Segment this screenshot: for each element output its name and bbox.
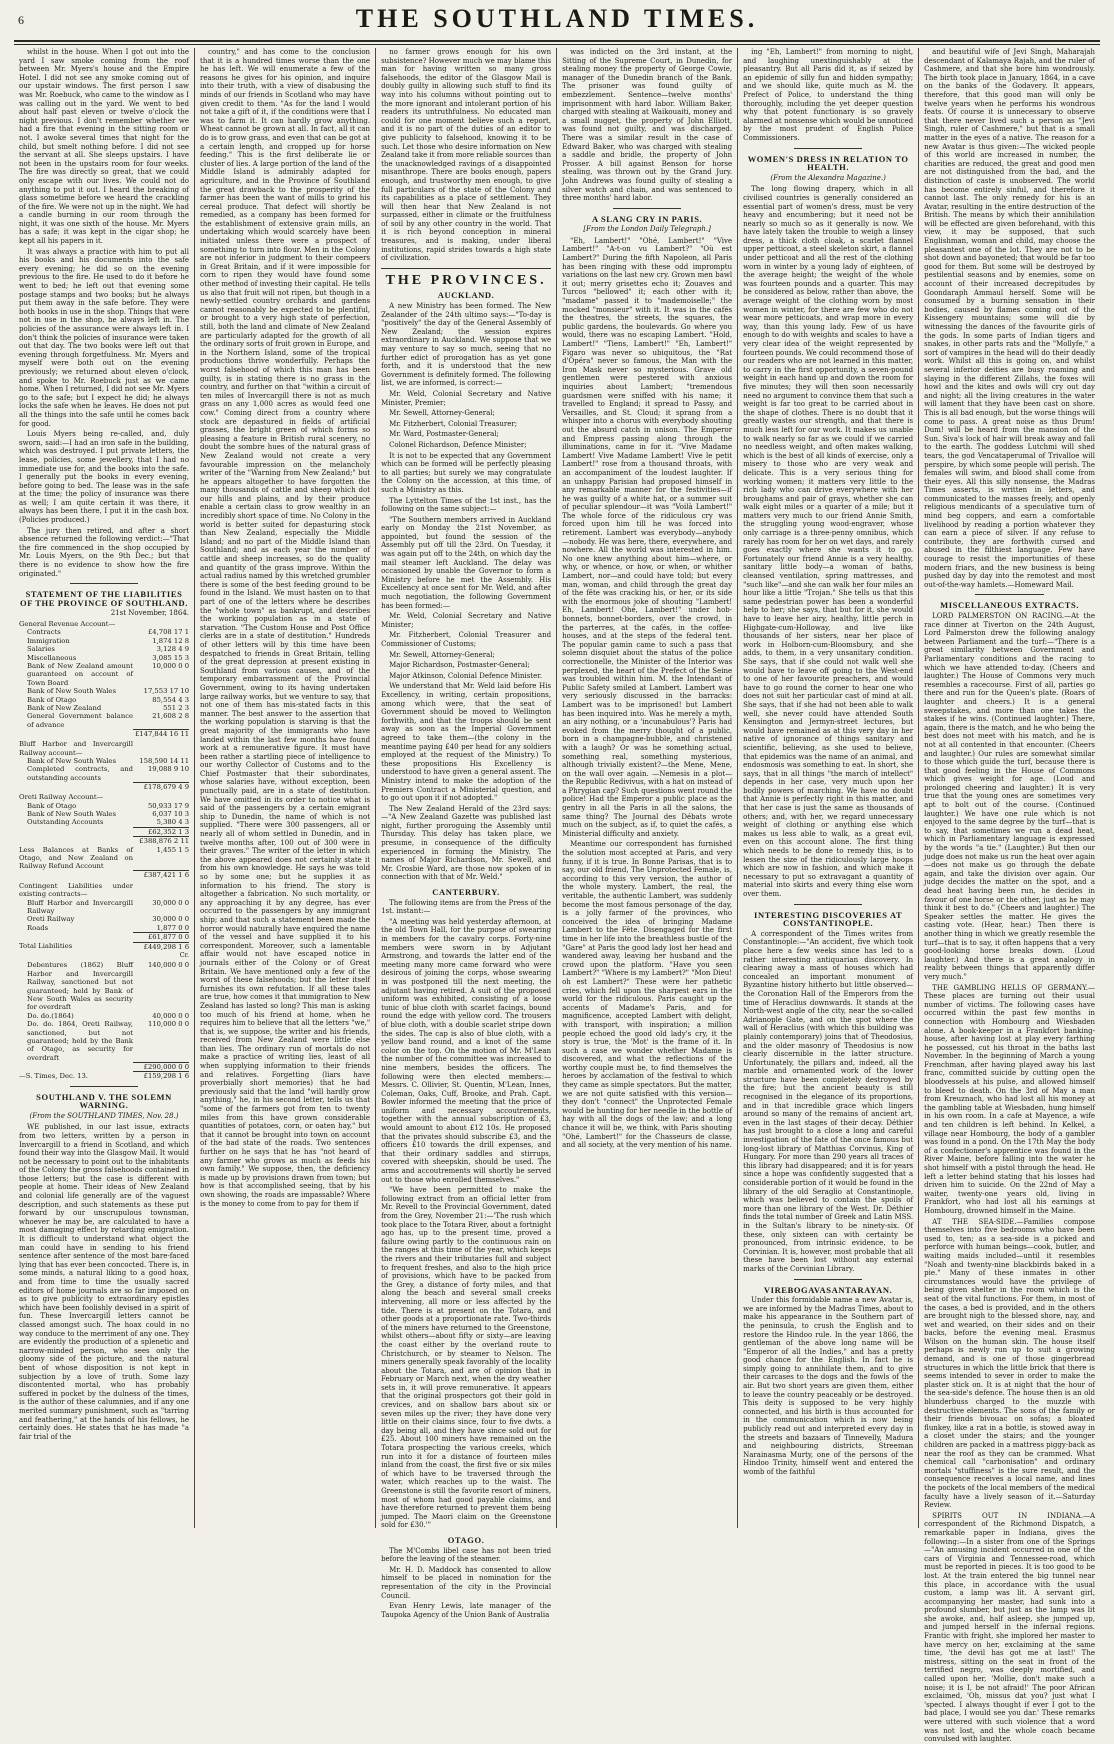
ledger-row (19, 687, 189, 695)
masthead-rule (14, 40, 1100, 42)
ledger-label: Salaries (27, 645, 55, 654)
ministry-list (381, 390, 551, 450)
ledger-value: 30,000 0 0 (152, 898, 190, 907)
ledger-value: £4,708 17 1 (147, 628, 190, 637)
ledger-value: 85,554 4 3 (152, 695, 190, 704)
ledger-value: 19,088 9 10 (147, 765, 190, 774)
ledger-value: 17,553 17 10 (143, 687, 190, 696)
article-paragraph: "The Southern members arrived in Auckland early on Monday the 21st November, as appointed, but found the session of the Assembly put off till the 23rd. On Tuesday, it was again put off to the 24th, on which day the mail steamer left Auckland. The delay was occasioned by unable the Governor to form a Ministry before he met the Assembly. His Excellency at once sent for Mr. Weld, and after much negotiation, the following Government has been formed:— (381, 515, 552, 610)
article-paragraph: Meantime our correspondent has furnished the solution most accepted at Paris, and very funny, if it is true. In Bonne Parisas, that is to say, our old friend, The Unprotected Female, is, according to this very version, the author of the whole mystery. Lambert, the real, the veritable, the authentic Lambert, was suddenly become the most famous personage of the day, is a jolly farmer of the provinces, who conceived the idea of bringing Madame Lambert to the Fête. Disengaged for the first time in her life into the breathless bustle of the "Gare" at Paris the good lady lost her head and wandered away, leaving her husband and the crowd upon the platform. "Have you seen Lambert?" "Where is my Lambert?" "Mon Dieu! oh est Lambert?" These were her pathetic cries, which fell upon the sharpest ears in the world for the ridiculous. Paris caught up the accents of Madame's Paris, and for magnificence, accepted Lambert with delight, with transport, with inspiration; a million people echoed the good old lady's cry, it the story is true, the 'Mot' is the frame of it. In such a case we wonder whether Madame is discovered, and what the reflections of the worthy couple must be, to find themselves the heroes by acclamation of the festival to which they came as simple spectators. But the matter, we are not quite satisfied with this version—they don't "connect" the Unprotected Female would be hunting for her needle in the bottle of hay with all the dogs of the law; and a long chance it will be, we think, with Paris shouting "Ohé, Lambert!" for the Chasseurs de classe, and all society, at the very mention of his name. (562, 840, 733, 1150)
article-paragraph: LORD PALMERSTON ON RACING.—At the race dinner at Tiverton on the 24th August, Lord Palmerston drew the following analogy between Parliament and the turf:—"There is a great similarity between Government and Parliamentary conditions and the racing to which we have attended to-day. (Cheers and laughter.) The House of Commons very much resembles a racecourse. First of all, parties go there and run for the Queen's plate. (Roars of laughter and cheers.) It is a general sweepstakes, and more than one takes the stakes if he wins. (Continued laughter.) There, again, there is the match, and he who being the best does not meet with his match, and he is not at all contented in that encounter. (Cheers and laughter.) Our rules are somewhat similar to those which guide the turf, because there is that good feeling in the House of Commons which gives weight for age. (Loud and prolonged cheering and laughter.) It is very true that the young ones are sometimes very apt to bolt out of the course. (Continued laughter.) We have one rule which is not enjoyed to the same degree by the turf—that is to say, that sometimes we run a dead heat, which in Parliamentary language is expressed by the words "a tie." (Laughter.) But then our judge does not make us run the heat over again—does not make us go through the debate again, and take the division over again. Our judge decides the matter on the spot, and a dead heat having been run, he decides in favour of one horse or the other, just as he may think it best to do." (Cheers and laughter.) The Speaker settles the matter. He gives the casting vote. (Hear, hear.) Then there is another thing in which we greatly resemble the turf—that is to say, it often happens that a very good-looking horse breaks down. (Loud laughter.) And there is a great analogy in reality between things that apparently differ very much." (924, 612, 1096, 981)
article-paragraph: ing "Eh, Lambert!" from morning to night, and laughing unextinguishably at the pleasantry. But all Paris did it, as if seized by an epidemic of silly fun and hidden sympathy; and we should like, quite much as M. the Prefect of Police, to understand the thing thoroughly, including the yet deeper question why that potent functionary is so gravely alarmed at nonsense which would be unnoticed by the most prudent of English Police Commissioners. (743, 48, 914, 142)
ledger-label: Contracts (27, 628, 61, 637)
column-5 (738, 48, 919, 1528)
page-number: 6 (18, 12, 24, 27)
ledger-less-label: Less Balances at Banks of Otago, and New Zealand on Railway Refund Account (19, 845, 134, 871)
ledger-general-revenue (19, 620, 189, 738)
inquest-paragraph: Louis Myers being re-called, and, duly sworn, said:—I had an iron safe in the building, which was destroyed. I put private letters, the lease, policies, some jewellery, that I had no immediate use for, and the books into the safe. I generally put the books in every evening, before going to bed. The lease was in the safe at the time; the policy of insurance was there as well; I am quite certain it was there, it always has been there, I put it in the cash box. (Policies produced.) (19, 430, 190, 525)
article-heading: VIREBOGAVASANTARAYAN. (763, 1284, 893, 1295)
ledger-less-value: 1,455 1 5 (156, 845, 190, 854)
article-paragraph: It is not to be expected that any Government which can be formed will be perfectly pleasing to all parties; but surely we may congratulate the Colony on the accession, at this time, of such a Ministry as this. (381, 451, 552, 494)
ledger-row (19, 637, 189, 645)
ledger-row (19, 924, 189, 933)
ledger-contingent (19, 882, 189, 960)
article-paragraph: THE GAMBLING HELLS OF GERMANY.—These places are turning out their usual number of victims. The following cases have occurred within the past few months in connection with Hombourg and Wiesbaden alone. A book-keeper in a Frankfort banking-house, after having lost at play every farthing he possessed, cut his throat in the baths last November. In the beginning of March a young Frenchman, after having played away his last franc, committed suicide by cutting open the bloodvessels at his pulse, and allowed himself to bleed to death. On the 3rd of May a man from Kreuznach, who had lost all his money at the gambling table at Wiesbaden, hung himself in his own room. In a cafe at Mayence, a wife and ten children is left behind. In Kelkel, a village near Hombourg, the body of a gambler was found in a pond. On the 17th May the body of a confectioner's apprentice was found in the River Maine, before falling into the water he shot himself with a pistol through the head. He left a letter behind stating that his losses had driven him to suicide. On the 22nd of May a waiter, twenty-one years old, living in Frankfort, who had lost all his earnings at Hombourg, drowned himself in the Maine. (924, 983, 1096, 1215)
article-source: [From the London Daily Telegraph.] (583, 225, 711, 234)
article-heading: INTERESTING DISCOVERIES AT CONSTANTINOPLE. (754, 909, 903, 929)
article-paragraph: The following items are from the Press of the 1st. instant:— (381, 898, 552, 916)
ledger-label: Bank of New Zealand (27, 704, 102, 713)
inquest-paragraph: whilst in the house. When I got out into the yard I saw smoke coming from the roof between Mr. Myers's house and the Empire Hotel. I did not see any smoke coming out of our upstair windows. The first person I saw was Mr. Roebuck, who came to the window as I was calling out in the yard. We went to bed about half past eleven or twelve o'clock the night previous. I don't remember whether we had a fire that evening in the sitting room or not. I awoke several times that night for the child, but smelt nothing before. I did not see the servant at all. She sleeps upstairs. I have not been in the upstairs room for four weeks. The fire was directly so great, that we could only escape with our lives. We could not do anything to put it out. I heard the breaking of glass sometime before we heard the crackling of the fire. We were not up in the night. We had a candle burning in our room through the night, it was one sixth of the house. Mr. Myers has a safe; it was kept in the cigar shop; he kept all his papers in it. (19, 48, 190, 246)
article-paragraph: The Lyttelton Times of the 1st inst., has the following on the same subject:— (381, 496, 552, 514)
ledger-value: 140,000 0 0 (147, 961, 190, 970)
article-heading: WOMEN'S DRESS IN RELATION TO HEALTH. (747, 153, 909, 173)
divider (794, 904, 862, 905)
ministry-entry: Colonel Richardson, Defence Minister; (389, 440, 527, 449)
ledger-label: Do. do. 1864, Oreti Railway, sanctioned, but not guaranteed; held by the Bank of Otago, as security for overdraft (27, 1020, 134, 1062)
article-paragraph: "A meeting was held yesterday afternoon, at the old Town Hall, for the purpose of swearing in members for the cavalry corps. Forty-nine members were sworn in by Adjutant Armstrong, and towards the latter end of the meeting many more came forward who were desirous of joining the corps, whose swearing in was postponed till the next meeting, the adjutant having retired. A suit of the proposed uniform was exhibited, consisting of a loose tunic of blue cloth with scarlet facings, bound round the edge with yellow cord. The trousers of blue cloth, with a double scarlet stripe down the sides. The cap is also of blue cloth, with a yellow band round, and a knot of the same color on the top. On the motion of Mr. M'Lean the number of the committee was increased to nine members, besides the officers. The following were then elected members:—Messrs. C. Ollivier, St. Quentin, M'Lean, Innes, Coleman, Oaks, Cuff, Brooke, and Prah. Capt. Bowler informed the meeting that the price of uniform and necessary accoutrements, together with the annual subscription of £3, would amount to about £12 10s. He proposed that the privates should subscribe £3, and the officers £10 towards the drill expenses, and that their ordinary saddles and stirrups, covered with sheepskin, should be used. The arms and accoutrements will shortly be served out to those who enrolled themselves." (381, 917, 552, 1184)
ledger-row (19, 882, 189, 899)
divider (70, 583, 138, 584)
ministry-entry: Mr. Weld, Colonial Secretary and Native Minister; (381, 612, 552, 629)
ledger-row (19, 712, 189, 729)
newspaper-title: THE SOUTHLAND TIMES. (355, 4, 759, 33)
ministry-entry: Mr. Ward, Postmaster-General; (389, 430, 499, 439)
ledger-debentures (19, 961, 189, 1080)
article-paragraph: country," and has come to the conclusion that it is a hundred times worse than the one he has left. We will enumerate a few of the reasons he gives for his opinion, and inquire into their truth, with a view of disabusing the minds of our friends in Scotland who may have given credit to them. "As for the land I would not take a gift of it, if the conditions were that I was to farm it. It can hardly grow anything. Wheat cannot be grown at all. In fact, all it can do is to grow grass, and even that can be got at a certain length, and cropped up for horse feeding." This is the first deliberate lie or cluster of lies. A large portion of the land of the Middle Island is admirably adapted for agriculture, and in the Province of Southland the great drawback to the prosperity of the farmer has been the want of mills to grind his cereal produce. That defect will shortly be remedied, as a company has been formed for the establishment of extensive grain mills, an undertaking which would scarcely have been initiated unless there were a prospect of something to turn into flour. Men in the Colony are not inferior in judgment to their compeers in Great Britain, and if it were impossible for corn to ripen they would have found some other method of investing their capital. He tells us also that fruit will not ripen, but though in a newly-settled country orchards and gardens cannot reasonably be expected to be plentiful, or brought to a very high state of perfection, still, both the land and climate of New Zealand are particularly adapted for the growth of all the ordinary sorts of fruit grown in Europe, and in the Northern Island, some of the tropical productions thrive wonderfully. Perhaps the worst falsehood of which this man has been guilty, is in stating there is no grass in the country, and further on that "within a circuit of ten miles of Invercargill there is not as much grass on any 1,000 acres as would feed one cow." Coming direct from a country where stock are depastured in fields of artificial grasses, the bright green of which forms so pleasing a feature in British rural scenery, no doubt the sombre hues of the natural grass of New Zealand would not create a very favourable impression on the melancholy writer of the "Warning from New Zealand;" but he appears altogether to have forgotten the many thousands of cattle and sheep which dot our hills and plains, and by their produce enable a certain class to grow wealthy in an incredibly short space of time. No Colony in the world is better suited for depasturing stock than New Zealand, especially the Middle Island; and no part of the Middle Island than Southland; and as each year the number of cattle and sheep increases, so do the quality and quantity of the grass improve. Within the actual radius named by this wretched grumbler there is some of the best feeding ground to be found in the Island. We must hasten on to that part of one of the letters where he describes the "whole town" as bankrupt, and describes the working population as in a state of starvation. "The Custom House and Post Office clerks are in a state of destitution." Hundreds of other letters will by this time have been despatched to friends in Great Britain, telling of the great depression at present existing in Southland from various causes, and of the temporary embarrassment of the Provincial Government, owing to its having undertaken large railway works, but we venture to say, that not one of them has mis-stated facts in this manner. The best answer to the assertion that the working population is starving is that the great majority of the immigrants who have landed within the last few months have found work at a remunerative figure. It must have been rather a startling piece of intelligence to our worthy Collector of Customs and to the Chief Postmaster that their subordinates, whose salaries have, without exception, been punctually paid, are in a state of destitution. We have omitted in its order to notice what is said of the passengers by a certain emigrant ship to Dunedin, the name of which is not supplied. "There were 300 passengers, all or nearly all of whom settled in Dunedin, and in twelve months after, 100 out of 300 were in their graves." The writer of the letter in which the above appeared does not certainly state it from his own knowledge. He says he was told so by some one; but he supplies it as information to his friend. The story is altogether a fabrication. No such mortality, or any approaching it by any degree, has ever occurred to the passengers by any immigrant ship; and that such a statement been made the horror would naturally have enquired the name of the vessel and have supplied it to his correspondent. Moreover, such a lamentable affair would not have escaped notice in journals either of the Colony or of Great Britain. We have mentioned only a few of the worst of these falsehoods; but the letter itself furnishes its own refutation. If all these tales are true, how comes it that immigration to New Zealand has lasted so long? This man is asking too much of his friend at home, when he requires him to believe that all the letters "we," that is, we suppose, the writer and his friends, received from New Zealand were little else than lies. The ordinary run of mortals do not make a practice of writing lies, least of all when supplying information to their friends and relatives. Forgetting (liars have proverbially short memories) that he had previously said that the land "will hardly grow anything," he, in his second letter, tells us that "some of the farmers got from ten to twenty miles from this have grown considerable quantities of potatoes, corn, or oaten hay," but that it cannot be brought into town on account of the bad state of the roads. Two sentences further on he says that he has "not heard of any farmer who grows as much as feeds his own family." We suppose, then, the deficiency is made up by provisions drawn from town; but how is that accomplished seeing, that by his own showing, the roads are impassable? Where is the money to come from to pay for them if (200, 48, 371, 1208)
ledger-value: 551 2 3 (163, 704, 190, 713)
ledger-label: Contingent Liabilities under existing contracts— (19, 881, 134, 899)
ledger-total: £147,844 16 11 (134, 729, 190, 738)
ledger-row (19, 765, 189, 782)
divider (381, 268, 551, 269)
divider (794, 1279, 862, 1280)
ledger-value (133, 620, 189, 628)
ledger-label: Oreti Railway (27, 915, 75, 924)
ledger-value: 6,037 10 3 (152, 809, 190, 818)
article-paragraph: WE published, in our last issue, extracts from two letters, written by a person in Invercargill to a friend in Scotland, and which found their way into the Glasgow Mail. It would not be necessary to point out to the inhabitants of the Colony the gross falsehoods contained in those letters; but the case is different with people at home. Their ideas of New Zealand and colonial life generally are of the vaguest description, and such statements as these put forward by our unscrupulous townsman, whoever he may be, are calculated to have a most damaging effect by retarding emigration. It is difficult to understand what object the man could have in sending to his friend sentence after sentence of the most bare-faced lying that has ever been concocted. There is, in some minds, a natural liking to a good hoax, and from time to time the usually sacred editors of home journals are so far imposed on as to give publicity to extraordinary epistles which have been foolishly devised in a spirit of fun. These Invercargill letters cannot be classed amongst such. The hoax could in no way conduce to the merriment of any one. They are evidently the production of a splenetic and narrow-minded person, who sees only the gloomy side of the picture, and the natural bent of whose disposition is not kept in subjection by a love of truth. Some lazy discontented mortal, who has probably suffered in pocket by the dulness of the times, is the author of these calumnies, and if any one merited summary punishment, such as "tarring and feathering," at the hands of his fellows, he certainly does. He states that he has made "a fair trial of the (19, 1123, 190, 1441)
ledger-row (19, 810, 189, 818)
column-4 (557, 48, 738, 1528)
ledger-value: 50,933 17 9 (147, 801, 190, 810)
ministry-entry: Mr. Fitzherbert, Colonial Treasurer and Commissioner of Customs; (381, 631, 552, 648)
ministry-entry: Major Richardson, Postmaster-General; (389, 661, 530, 670)
article-paragraph: "Eh, Lambert!" "Ohé, Lambert!" "Vive Lambert!" "A-t-on vu Lambert?" "Où est Lambert?" During the fifth Napoleon, all Paris has been ringing with these odd impromptu variations on the last new cry. Grown men bawl it out; merry grisettes echo it; Zouaves and Turcos "bellowed" it; each other with it; "madame" passed it to "mademoiselle;" the mocked "monsieur" with it. It was in the cafés the theatres, the streets, the squares, the public gardens, the boulevards. Go where you would, there was no escaping Lambert. "Hold, Lambert!" "Tiens, Lambert!" "Eh, Lambert!" Figaro was never so ubiquitous, the "Rat d'Opéra" never so famous, the Man with the Iron Mask never so mysterious. Grave old gentlemen were pestered with anxious inquiries about Lambert; "tremendous guardsmen were sniffed with his name; it travelled to England; it spread to Passy, and Versailles, and St. Cloud; it sprang from a whisper into a chorus with everybody shouting out the absurd catch in unison. The Emperor and Empress passing along through the illuminations, came in for it. "Vive Madame Lambert! Vive Madame Lambert! Vive le petit Lambert!" rose from a thousand throats, with an accompaniment of the loudest laughter. If an unhappy Parisian had proposed himself in any remarkable manner for the festivities—if he was guilty of a white hat, or a summer suit of peculiar splendour—it was "Voilà Lambert!" The whole force of the ridiculous cry was forced upon him till he was forced into retirement. Lambert was everybody—anybody—nobody. He was here, there, everywhere, and nowhere. All the world was interested in him. No one knew anything about him—where, or why, or whence, or how, or when, or whither Lambert, nor—and could have told; but every man, woman, and child through the great day of the fête was cracking his, or her, or its side with the enormous joke of shouting "Lambert! Eh, Lambert! Ohé, Lambert!" under hob-bonnets, bonnet-borders, over the crowd, in the parterres, at the cafés, in the coffee-houses, and at the steps of the federal tent. The popular gamin came to such a pass that solemn disquiet about the status of the police correctionelle, the Minister of the Interior was perplexed, the heart of the Prefect of the Seine was troubled within him. M. the Intendant of Public Safety smiled at Lambert. Lambert was very seriously discussed in the barracks: Lambert was to be imprisoned! but Lambert has been inquired into. Was he merely a myth, an airy nothing, or a 'incunabulous'? Paris had evoked from the merry thought of a public, born in a champagne-bubble, and christened with a laugh? Or was he something actual, something real, something mysterious, although trivially existent?—the Mene, Mene, on the wall over again. —Nemesis in a plot—the Republic Redivivus, with a hat on instead of a Phrygian cap? Such questions went round the police! Had the Emperor a public place as the gentry in all the Paris in all the salons, the same thing? The Journal des Débats wrote much on the subject, as if, to quiet the cafés, a Ministerial difficulty and anxiety. (562, 236, 733, 838)
ledger-total: £178,679 4 9 (133, 782, 189, 791)
article-paragraph: was indicted on the 3rd instant, at the Sitting of the Supreme Court, in Dunedin, for stealing money the property of George Cowie, manager of the Dunedin branch of the Bank. The prisoner was found guilty of embezzlement. Sentence—twelve months' imprisonment with hard labor. William Baker, charged with stealing at Waikouaiti, money and a small nugget, the property of John Elliott, was found not guilty, and was discharged. There was a similar result in the case of Edward Baker, who was charged with stealing a saddle and bridle, the property of John Prosser. A bill against Benson for horse stealing, was thrown out by the Grand Jury. John Andrews was found guilty of stealing a silver watch and chain, and was sentenced to three months' hard labor. (562, 48, 733, 203)
ledger-total: £61,877 0 0 (133, 933, 189, 942)
ledger-label: General Revenue Account— (19, 620, 116, 628)
divider (70, 1086, 138, 1087)
ministry-entry: Mr. Sewell, Attorney-General; (389, 650, 495, 659)
ledger-row (19, 704, 189, 712)
column-2 (195, 48, 376, 1528)
divider (975, 594, 1043, 595)
article-paragraph: Mr. H. D. Maddock has consented to allow himself to be placed in nomination for the representation of the city in the Provincial Council. (381, 1565, 552, 1600)
ledger-label: Miscellaneous (27, 653, 77, 662)
ledger-row (19, 696, 189, 704)
article-source: (From the Alexandra Magazine.) (770, 173, 886, 182)
ledger-bluff-railway (19, 740, 189, 791)
ledger-row (19, 628, 189, 636)
ledger-row (19, 740, 189, 757)
ledger-row (19, 757, 189, 765)
masthead (0, 0, 1114, 40)
article-paragraph: SPIRITS OUT IN INDIANA.—A correspondent of the Richmond Dispatch, a remarkable paper in Indiana, gives the following:—In a sister from one of the Springs—"An amusing incident occurred in one of the cars of Virginia and Tennessee-road, which must be reported in pieces. It is too good to be lost. At the train entered the big tunnel near this place, in accordance with the usual custom, a lamp was lit. A servant girl, accompanying her master, had sunk into a profound slumber, but just as the lamp was lit she awoke, and, half asleep, she jumped up, and jumped herself in the infernal regions. Frantic with fright, she implored her master to have mercy on her, exclaiming at the same time, 'the devil has got me at last!' The mistress, sitting on the seat in front of the terrified negro, was deeply mortified, and called upon her, 'Mollie, don't make such a noise; it is I, be not afraid!' The poor African exclaimed, 'Oh, missus dat you? just what I 'spected. I always thought if ever I got to the bad place, I would see you dar.' These remarks were uttered with such violence that a word was not lost, and the whole coach became convulsed with laughter. (924, 1511, 1096, 1744)
column-1 (14, 48, 195, 1528)
ledger-label: Roads (27, 923, 49, 932)
statement-heading: STATEMENT OF THE LIABILITIES OF THE PROVINCE OF SOUTHLAND. (20, 589, 188, 608)
ledger-row (19, 793, 189, 801)
ledger-label: Bluff Harbor and Invercargill Railway (27, 898, 134, 915)
article-paragraph: Under this formidable name a new Avatar is, we are informed by the Madras Times, about to make his appearance in the Southern part of the peninsula, to crush the English and to restore the Hindoo rule. In the year 1866, the gentleman of the above long name will be "Emperor of all the Indies," and has a pretty good chance for the English. In fact he is simply going to annihilate them, and to give their carcases to the dogs and the fowls of the air. But two short years are given them, either to leave the country peaceably or be destroyed. This deity is supposed to be very highly connected, and his birth is thus accounted for in the communication which is now being publicly read out and interpreted every day in the streets and bazaars of Tinnevelly, Madura and neighbouring districts, Streeman Narainasma Murty, one of the persons of the Hindoo Trinity, himself went and entered the womb of the faithful (743, 1296, 914, 1476)
column-3 (376, 48, 557, 1619)
article-paragraph: "We have been permitted to make the following extract from an official letter from Mr. Revell to the Provincial Government, dated from the Grey, November 21:—'The rush which took place to the Totara River, about a fortnight ago has, up to the present time, proved a failure owing partly to the continuous rain on the ranges at this time of the year, which keeps the rivers and their tributaries full and subject to frequent freshes, and also to the high price of provisions, which have to be packed from the Grey, a distance of forty miles, and that along the beach and several small creeks intervening, all more or less affected by the tide. There is at present on the Totara, and other goods at a proportionate rate. Two-thirds of the miners have returned to the Greenstone, whilst others—about fifty or sixty—are leaving the coast either by the overland route to Christchurch, or by steamer to Nelson. The miners generally speak favorably of the locality about the Totara, and are of opinion that in February or March next, when the dry weather sets in, it will prove remunerative. It appears that the original prospectors got their gold in crevices, and on shallow bars about six or seven miles up the river; they have done very little on their claims since, four to five dwts. a day being all, and they have since sold out for £25. About 100 miners have remained on the Totara prospecting the various creeks, which run into it for a distance of fourteen miles inland from the coast, the first five or six miles of which have to be traversed through the water, which reaches up to the waist. The Greenstone is still the favorite resort of miners, most of whom had good payable claims, and have therefore returned to prevent them being jumped. The Maori claim on the Greenstone sold for £30.'" (381, 1186, 552, 1530)
columns (14, 48, 1100, 1744)
article-paragraph: The New Zealand Herald of the 23rd says:—"A New Zealand Gazette was published last night, further proroguing the Assembly until Thursday. This delay has taken place, we presume, in consequence of the difficulty experienced in forming the Ministry. The names of Major Richardson, Mr. Sewell, and Mr. Crosbie Ward, are those now spoken of in connection with that of Mr. Weld." (381, 804, 552, 882)
ledger-value (133, 793, 189, 801)
ministry-list (381, 612, 551, 680)
ledger-label: Bank of New South Wales (27, 687, 116, 696)
ledger-row (19, 654, 189, 662)
ledger-total: £62,352 1 3 (133, 827, 189, 836)
ledger-row (19, 915, 189, 923)
ledger-label: Bank of New South Wales (27, 757, 116, 765)
inquest-paragraph: It was always a practice with him to put all his books and his documents into the safe every evening; he did so on the evening previous to the fire. He used to do it before he went to bed; he left out that evening some postage stamps and two books; but he always put them away in the safe before. They were both books in use in the shop. Things that were not in use in the shop, he always left in. The policies of the assurance were always left in. I don't think the policies of insurance were taken out that day. The two books were left out that evening through forgetfulness. Mr. Myers and myself were both out on the evening previously; we returned about eleven o'clock, and spoke to Mr. Roebuck just as we came home. When I returned, I did not see Mr. Myers go to the safe; but I expect he did; he always locks the safe when he leaves. He does not put all the things into the safe until he comes back for good. (19, 247, 190, 428)
ledger-value: 40,000 0 0 (152, 1011, 190, 1020)
article-paragraph: and beautiful wife of Jevi Singh, Maharajah descendant of Kalamaya Rajah, and the ruler of Cashmere, and that she bore him wondrously. The birth took place in January, 1864, in a cave on the banks of the Godavery. It appears, therefore, that this good man will only be twelve years when he performs his wondrous feats. Of course it is unnecessary to observe that there never lived such a person as "Jevi Singh, ruler of Cashmere," but that is a small matter in the eyes of a native. The reason for a new Avatar is thus given:—The wicked people of this world are increased in number, the charities are reduced, the great and good men are not distinguished from the bad, and the distinction of caste is unobserved. The world has become entirely sinful, and therefore it cannot last. The only remedy for his is an Avatar, resulting in the entire destruction of the British. The means by which their annihilation will be effected are given beforehand, with this view, it may be supposed, that such Englishman, woman and child, may choose the pleasantest one of the lot. They are not to be shot down and bayoneted; that would be far too good for them. But some will be destroyed by pestilential seasons and by enemies, some on account of their increased decrepitudes by Goondaraph Ammaul herself. Some will be consumed by a burning sensation in their bodies, caused by flames coming out of the Kissengery mountains; some will die by witnessing the dances of the favourite girls of the gods. In some parts of Indian tigers and snakes, in other parts rats and the "Mollyfe," a sort of vampires in the head will do their deadly work. Whilst all this is going on, and whilst several inferior deities are busy roaming and slaying in the different Zillahs, the foxes will howl and the kites and owls will cry out day and night; all the living creatures in the water will lament that they have been cast on shore. This is all bad enough, but the worse things will come to pass. A great noise as thus Drum! Dum! will be heard from the mansion of the Sun. Siva's lock of hair will break away and fall to the earth. The goddess Lutchmi will shed tears, the god Vencataperumal of Trivalloe will perspire, by which some people will perish. The females will swim, and blood shall come from their eyes. All this silly nonsense, the Madras Times asserts, is written in letters, and communicated to the masses freely, and openly religious mendicants of a speculative turn of mind beg coppers, and earn a comfortable livelihood by reading a portion whatever they can earn a piece of silver. If any refuse to contribute, they are forthwith cursed and abused in the filthiest language. Few have courage to resist the importunities of these modern friars, and the new business is being pushed day by day into the remotest and most out-of-the-way hamlets.—Homeward Mail. (924, 48, 1096, 589)
total-liabilities-value: £449,298 1 6 (133, 942, 189, 951)
signature-value: £159,298 1 6 (133, 1072, 189, 1081)
ledger-value: 158,590 14 11 (139, 757, 190, 765)
ledger-value: 110,000 0 0 (147, 1020, 190, 1029)
ministry-entry: Mr. Fitzherbert, Colonial Treasurer; (389, 419, 518, 428)
divider (613, 208, 681, 209)
ledger-row (19, 1020, 189, 1062)
ministry-entry: Mr. Sewell, Attorney-General; (389, 409, 495, 418)
ledger-value: 1,874 12 8 (152, 636, 190, 645)
masthead-rule-thin (14, 44, 1100, 45)
ledger-row (19, 662, 189, 687)
province-heading: OTAGO. (447, 1534, 485, 1545)
verdict-paragraph: The jury then retired, and after a short absence returned the following verdict:—"That the fire commenced in the shop occupied by Mr. Louis Myers, on the 9th Dec.; but that there is no evidence to show how the fire originated." (19, 526, 190, 578)
article-paragraph: A new Ministry has been formed. The New Zealander of the 24th ultimo says:—"To-day is "positively" the day of the General Assembly of New Zealand; the session expires extraordinary in Auckland. We suppose that we may venture to say so much, seeing that no further edict of prorogation has as yet gone forth, and it is understood that the new Government is definitely formed. The following list, we are informed, is correct:— (381, 302, 552, 388)
ledger-label: Bank of New South Wales (27, 809, 116, 818)
ledger-label: Completed contracts, and outstanding accounts (27, 765, 134, 782)
ledger-row (19, 818, 189, 827)
ledger-label: Outstanding Accounts (27, 818, 104, 827)
ledger-grand-total: £388,876 2 11 (133, 837, 189, 846)
article-paragraph: We understand that Mr. Weld laid before His Excellency, in writing, certain propositions, among which were, that the seat of Government should be moved to Wellington forthwith, and that the troops should be sent away as soon as the Imperial Government agreed to take them—(the colony in the meantime paying £40 per head for any soldiers employed at the request of the Ministry.) To these propositions His Excellency is understood to have given a general assent. The Ministry intend to make the adoption of the Premiers Contract a Ministerial question, and to go out upon it if not adopted." (381, 682, 552, 803)
article-paragraph: The M'Combs libel case has not been tried before the leaving of the steamer. (381, 1546, 552, 1564)
ledger-row (19, 802, 189, 810)
ledger-total: £290,000 0 0 (133, 1062, 189, 1071)
divider (794, 148, 862, 149)
article-source: (From the SOUTHLAND TIMES, Nov. 28.) (29, 1111, 179, 1120)
ledger-value: 21,608 2 8 (152, 712, 190, 721)
ledger-row (19, 899, 189, 916)
article-heading: SOUTHLAND V. THE SOLEMN WARNING. (36, 1091, 172, 1111)
ledger-label: Bank of Otago (27, 801, 77, 810)
article-paragraph: no farmer grows enough for his own subsistence? However much we may blame this man for having written so many gross falsehoods, the editor of the Glasgow Mail is doubly guilty in allowing such stuff to find its way into his columns without pointing out to the more ignorant and intolerant portion of his readers its untruthfulness. No educated man could for one moment believe such a report, and it is no part of the duties of an editor to give publicity to falsehood, knowing it to be such. Let those who desire information on New Zealand take it from more reliable sources than the unacknowledged ravings of a disappointed misanthrope. There are books enough, papers enough, and trustworthy men enough, to give full particulars of the state of the Colony and its capabilities as a place of settlement. They will then hear that New Zealand is not surpassed, either in climate or the fruitfulness of soil by any other country in the world. That it is rich beyond conception in mineral treasures, and is making, under liberal institutions, rapid strides towards a high state of civilization. (381, 48, 552, 263)
province-heading: AUCKLAND. (437, 290, 495, 301)
credit-label: Cr. (179, 950, 190, 959)
ledger-grand-total: £387,421 1 6 (133, 871, 189, 880)
ledger-row (19, 620, 189, 628)
ledger-value (133, 740, 189, 757)
ledger-label: Oreti Railway Account— (19, 793, 104, 802)
article-paragraph: AT THE SEA-SIDE.—Families compose themselves into five bedrooms who have been used to, ten; as a sea-side is a picked and perforce with human beings—cook, butler, and waiting maids included—until it resembles "Noah and twenty-nine blackbirds baked in a pie." Many of these inmates in other circumstances would have the privilege of being given shelter in the room which is the seat of the vital functions. For them, in most of the cases, a bed is provided, and in the others are brought nigh to the blessed shore, nay, and wet and wearied, on their sides and on their backs, before the evening meal. Erasmus Wilson on the human skin. The house itself perhaps is newly run up to suit a growing demand, and is one of those gingerbread structures in which the little brick that there is seems intended to sever in order to make the plaster stick on. It is at night that the hour of the sea-side's defence. The house then is an old blunderbuss charged to the muzzle with destructive elements. The sons of the family or their friends bivouac on sofas; a bloated flunkey, like a rat in a bottle, is stowed away in a closet under the stairs; and the younger children are packed in a mattress piggy-back as near the roof as they can be crammed. What chemical call "carbonisation" and ordinary mortals "stuffiness" is the sure result, and the consequence receives a local name, and lines the pockets of the local members of the medical faculty have a lively season of it.—Saturday Review. (924, 1217, 1096, 1510)
ledger-value: 5,380 4 3 (156, 818, 190, 827)
ledger-label: Bluff Harbor and Invercargill Railway account— (19, 740, 134, 757)
column-6 (919, 48, 1100, 1744)
ledger-row (19, 1012, 189, 1020)
article-paragraph: A correspondent of the Times writes from Constantinople:—"An accident, five which took place here a few weeks since has led to a rather interesting antiquarian discovery. In clearing away a mass of houses which had concealed an important monument of Byzantine history hitherto but little observed—the Coronation Hall of the Emperors from the time of Heraclius downwards. It stands at the North-west angle of the city, near the so-called Adrianople Gate, and on the spot where the wall of Heraclius (with which this building was plainly contemporary) joins that of Theodosius, and the older masonry of Theodosius is now clearly discernible in the latter structure. Unfortunately, the pillars and, indeed, all the marble and ornamented work of the lower structure have been completely destroyed by the fire; but the ancient beauty is still recognised in the elegance of its proportions, and in that incredible grace which lingers around so many of the remains of ancient art, even in the last stages of their decay. Déthier has just brought to a close a long and careful investigation of the fate of the once famous but long-lost library of Matthias Corvinus, King of Hungary. For more than 290 years all traces of this library had disappeared; and it is for years since a hope was confidently suggested that a considerable portion of it would be found in the library of the old Seraglio at Constantinople, which was believed to contain the spoils of more than one library of the West. Dr. Déthier finds the total number of Greek and Latin MSS. in the Sultan's library to be ninety-six. Of these, only sixteen can with certainty be pronounced, from intrinsic evidence, to be Corvinian. It is, however, most probable that all these have been lost without any external marks of the Corvinian Library. (743, 929, 914, 1273)
total-liabilities-label: Total Liabilities (19, 942, 73, 951)
ledger-row (19, 961, 189, 1011)
ledger-value: 30,000 0 0 (152, 915, 190, 924)
ledger-oreti-railway (19, 793, 189, 880)
ledger-value: 3,085 15 3 (152, 653, 190, 662)
ledger-label: Immigration (27, 636, 70, 645)
ledger-value (133, 882, 189, 899)
article-heading: MISCELLANEOUS EXTRACTS. (940, 600, 1080, 611)
ministry-entry: Mr. Weld, Colonial Secretary and Native Minister, Premier; (381, 389, 552, 407)
ledger-label: Debentures (1862) Bluff Harbor and Invercargill Railway, sanctioned but not guaranteed; held by Bank of New South Wales as security for overdraft (27, 961, 134, 1012)
ledger-label: Bank of Otago (27, 695, 77, 704)
section-heading: THE PROVINCES. (385, 272, 547, 288)
article-paragraph: The long flowing drapery, which in all civilised countries is generally considered an essential part of women's dress, must be very heavy and encumbering; but it need not be nearly so much so as it generally is now. We have lately taken the trouble to weigh a linsey dress, a thick cloth cloak, a scarlet flannel upper petticoat, a steel skeleton skirt, a flannel under petticoat and all the rest of the clothing worn in winter by a young lady of eighteen, of the average height; the weight of the whole was fourteen pounds and a quarter. This may be considered as below, rather than above, the average weight of the clothing worn by most women in winter, for there are few who do not wear more petticoats, and wrap more in every way, than this young lady. Few of us have enough to do with weights and scales to have a very clear idea of the weight represented by fourteen pounds. We could recommend those of our readers who are not learned in this matter, to carry in the first opportunity, a seven-pound weight in each hand up and down the room for five minutes; they will then soon necessarily need no argument to convince them that such a weight is far too great to be carried about in the shape of clothes. There is no doubt that it greatly wastes our strength, and that there is much less left for our work. It makes us unable to walk nearly so far as we could if we carried no needless weight, and often makes walking, which is the best of all kinds of exercise, only a misery to those who are very weak and delicate. This is a very serious thing for working women; it matters very little to the rich lady who can drive everywhere with her broughams and pair of grays, whether she can walk eight miles or a quarter of a mile; but it matters very much to our friend Annie Smith, the struggling young wood-engraver, whose only carriage is a three-penny omnibus, which rarely has room for her on wet days, and rarely goes exactly where she wants it to go. Fortunately our friend Annie is a very healthy, sanitary little body—a woman of baths, cleansed ventilation, spring mattresses, and "such like"—and she can walk her four miles an hour like a little "Trojan." She tells us that this same pedestrian power has been a wonderful help to her; she says, that but for it, she would have to leave her airy, healthy, little perch in Highgate-cum-Holloway, and live like thousands of her sisters, near her place of work in Holborn-cum-Bloomsbury, and she adds, to them, in a very unsanitary condition. She says, that if she could not walk well she would have to leave off going to the West-end to one of her favourite preachers, and would have to go round the corner to hear one who does not suit her particular cast of mind at all. She says, that if she had not been able to walk well, she never could have attended South Kensington and Jermyn-street lectures, but would have remained as at this very day in her native of ignorance of things sanitary and scientific, believing, as she used to believe, that epidemics was the name of an animal, and endosmosis was something to eat. In short, she says, that in all things "the march of intellect" depends in her case, very much upon her bodily powers of marching. We have no doubt that Annie is perfectly right in this matter, and that her case is just the same as thousands of others; and, with her, we regard unnecessary weight of clothing or anything else which makes us less able to walk, as a great evil, even on this account alone. The first thing which needs to be done to remedy this, is to lessen the size of the ridiculously large hoops which are now in fashion, and which make it necessary to put so extravagant a quantity of material into skirts and every thing else worn over them. (743, 185, 914, 898)
ledger-label: Bank of New Zealand amount guaranteed on account of Town Board (27, 662, 134, 687)
ledger-value: 10,000 0 0 (152, 662, 190, 671)
ministry-entry: Major Atkinson, Colonial Defence Minister. (389, 671, 543, 680)
ledger-value: 3,128 4 9 (156, 645, 190, 654)
signature-date: —S. Times, Dec. 13. (19, 1071, 88, 1080)
statement-date: 21st November, 1864. (110, 609, 190, 618)
article-heading: A SLANG CRY IN PARIS. (591, 213, 703, 224)
ledger-value: 1,877 0 0 (156, 923, 190, 932)
ledger-label: Do. do.(1864) (27, 1011, 74, 1020)
province-heading: CANTERBURY. (432, 887, 500, 898)
article-paragraph: Evan Henry Lewis, late manager of the Taupoka Agency of the Union Bank of Australia (381, 1602, 552, 1619)
ledger-row (19, 645, 189, 653)
ledger-label: General Government balance of advance (27, 712, 134, 729)
